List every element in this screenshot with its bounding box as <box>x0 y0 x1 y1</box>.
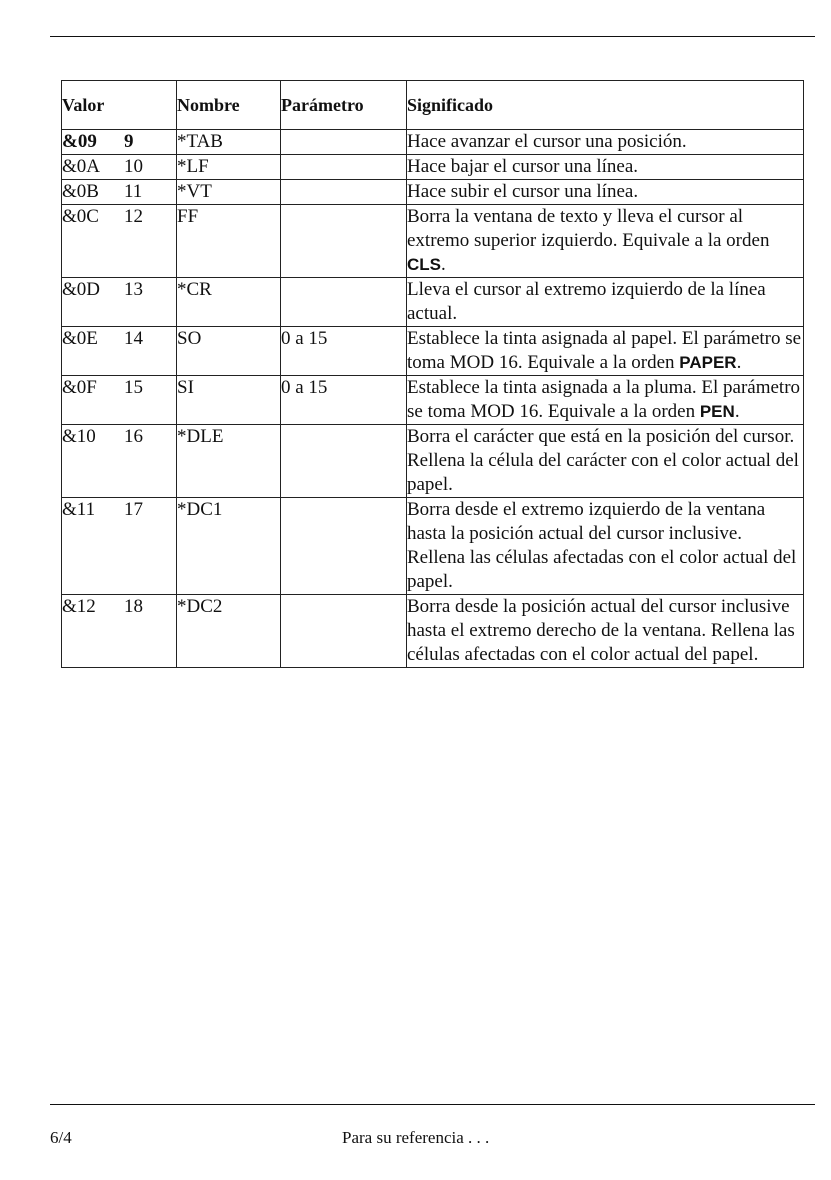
table-header-row <box>62 81 804 130</box>
hex-value: &0A <box>62 156 100 177</box>
parametro-cell <box>281 130 407 155</box>
table-row <box>62 130 804 155</box>
nombre-cell: *DC2 <box>177 595 281 668</box>
significado-end: . <box>441 254 446 275</box>
page-number: 6/4 <box>50 1128 72 1147</box>
parametro-cell <box>281 425 407 498</box>
table-row <box>62 425 804 498</box>
valor-cell <box>62 425 177 498</box>
valor-cell <box>62 278 177 327</box>
parametro-cell: 0 a 15 <box>281 376 407 425</box>
decimal-value: 12 <box>124 206 143 227</box>
header-nombre: Nombre <box>177 81 281 130</box>
significado-cell <box>407 498 804 595</box>
valor-cell <box>62 130 177 155</box>
decimal-value: 14 <box>124 328 143 349</box>
valor-cell <box>62 327 177 376</box>
valor-cell <box>62 155 177 180</box>
nombre-cell: *TAB <box>177 130 281 155</box>
hex-value: &0D <box>62 279 100 300</box>
significado-end: . <box>736 352 742 373</box>
nombre-cell: *LF <box>177 155 281 180</box>
significado-text: Lleva el cursor al extremo izquierdo de la línea actual. <box>407 279 766 324</box>
control-codes-table <box>61 80 804 668</box>
hex-value: &0F <box>62 377 97 398</box>
parametro-cell: 0 a 15 <box>281 327 407 376</box>
significado-text: Hace bajar el cursor una línea. <box>407 156 639 177</box>
parametro-cell <box>281 205 407 278</box>
significado-text: Hace subir el cursor una línea. <box>407 181 639 202</box>
significado-keyword: PEN <box>699 402 735 421</box>
significado-cell <box>407 180 804 205</box>
hex-value: &11 <box>62 499 96 520</box>
significado-cell <box>407 155 804 180</box>
parametro-cell <box>281 155 407 180</box>
bottom-rule <box>50 1104 815 1105</box>
nombre-cell: SO <box>177 327 281 376</box>
valor-cell <box>62 498 177 595</box>
hex-value: &09 <box>62 131 97 152</box>
significado-cell <box>407 278 804 327</box>
significado-keyword: PAPER <box>679 353 737 372</box>
decimal-value: 17 <box>124 499 143 520</box>
significado-text: Borra el carácter que está en la posición del cursor. Rellena la célula del carácter con el color actual del papel. <box>407 426 799 495</box>
table-row <box>62 327 804 376</box>
header-valor: Valor <box>62 81 177 130</box>
table-row <box>62 180 804 205</box>
decimal-value: 16 <box>124 426 143 447</box>
nombre-cell: *CR <box>177 278 281 327</box>
hex-value: &0C <box>62 206 99 227</box>
significado-text: Borra la ventana de texto y lleva el cursor al extremo superior izquierdo. Equivale a la orden <box>407 206 770 251</box>
hex-value: &0E <box>62 328 98 349</box>
valor-cell <box>62 180 177 205</box>
parametro-cell <box>281 278 407 327</box>
nombre-cell: *DC1 <box>177 498 281 595</box>
table-row <box>62 595 804 668</box>
table-row <box>62 498 804 595</box>
table-row <box>62 205 804 278</box>
significado-cell <box>407 595 804 668</box>
significado-cell <box>407 425 804 498</box>
significado-cell <box>407 376 804 425</box>
significado-text: Hace avanzar el cursor una posición. <box>407 131 687 152</box>
valor-cell <box>62 205 177 278</box>
nombre-cell: *DLE <box>177 425 281 498</box>
significado-cell <box>407 205 804 278</box>
significado-text: Borra desde la posición actual del cursor inclusive hasta el extremo derecho de la ventana. Rellena las células afectadas con el color actual del papel. <box>407 596 795 665</box>
decimal-value: 13 <box>124 279 143 300</box>
header-parametro: Parámetro <box>281 81 407 130</box>
decimal-value: 15 <box>124 377 143 398</box>
footer-caption: Para su referencia . . . <box>342 1128 490 1147</box>
significado-cell <box>407 327 804 376</box>
table-row <box>62 376 804 425</box>
valor-cell <box>62 595 177 668</box>
header-significado: Significado <box>407 81 804 130</box>
hex-value: &0B <box>62 181 99 202</box>
decimal-value: 18 <box>124 596 143 617</box>
significado-cell <box>407 130 804 155</box>
significado-text: Establece la tinta asignada al papel. El parámetro se toma MOD 16. Equivale a la orden <box>407 328 802 373</box>
decimal-value: 11 <box>124 181 143 202</box>
decimal-value: 10 <box>124 156 143 177</box>
nombre-cell: *VT <box>177 180 281 205</box>
nombre-cell: SI <box>177 376 281 425</box>
significado-end: . <box>734 401 740 422</box>
parametro-cell <box>281 595 407 668</box>
hex-value: &12 <box>62 596 96 617</box>
significado-keyword: CLS <box>407 255 441 274</box>
table-row <box>62 155 804 180</box>
parametro-cell <box>281 498 407 595</box>
significado-text: Establece la tinta asignada a la pluma. El parámetro se toma MOD 16. Equivale a la orden <box>407 377 801 422</box>
decimal-value: 9 <box>124 131 134 152</box>
hex-value: &10 <box>62 426 96 447</box>
top-rule <box>50 36 815 37</box>
parametro-cell <box>281 180 407 205</box>
nombre-cell: FF <box>177 205 281 278</box>
table-row <box>62 278 804 327</box>
significado-text: Borra desde el extremo izquierdo de la ventana hasta la posición actual del cursor inclusive. Rellena las células afectadas con el color actual del papel. <box>407 499 797 592</box>
valor-cell <box>62 376 177 425</box>
